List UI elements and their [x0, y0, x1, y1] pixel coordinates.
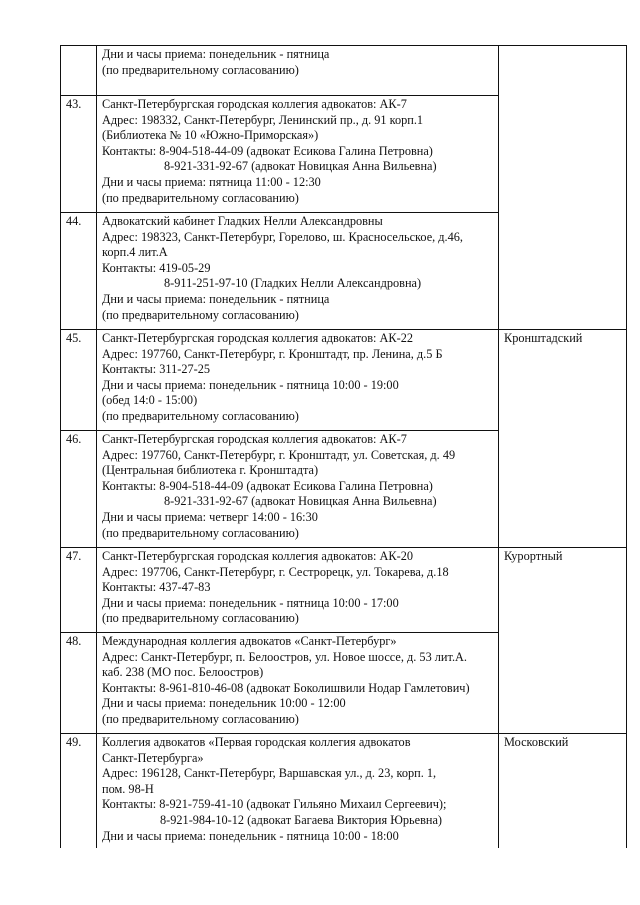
text-line: Адрес: 198332, Санкт-Петербург, Ленинский пр., д. 91 корп.1: [102, 112, 424, 127]
text-line: Коллегия адвокатов «Первая городская коллегия адвокатов: [102, 735, 411, 749]
table-row: [61, 46, 627, 96]
text-line: Международная коллегия адвокатов «Санкт-Петербург»: [102, 634, 397, 648]
text-line: корп.4 лит.А: [102, 245, 168, 260]
table-row: [61, 734, 627, 849]
text-line: (по предварительному согласованию): [102, 408, 299, 423]
text-line: Контакты: 311-27-25: [102, 362, 211, 377]
legal-aid-table: [60, 45, 627, 848]
text-line: Санкт-Петербургская городская коллегия адвокатов: АК-22: [102, 331, 413, 345]
text-line: Адрес: 197760, Санкт-Петербург, г. Кронштадт, ул. Советская, д. 49: [102, 447, 456, 462]
text-line: Контакты: 419-05-29: [102, 260, 211, 275]
text-line: каб. 238 (МО пос. Белоостров): [102, 665, 264, 680]
entry-number: 48.: [61, 633, 97, 734]
entry-number: 46.: [61, 431, 97, 548]
text-line: Адрес: 196128, Санкт-Петербург, Варшавская ул., д. 23, корп. 1,: [102, 766, 437, 781]
text-line: 8-911-251-97-10 (Гладких Нелли Александровна): [164, 276, 422, 291]
text-line: (Библиотека № 10 «Южно-Приморская»): [102, 128, 319, 143]
text-line: Адрес: 197760, Санкт-Петербург, г. Кронштадт, пр. Ленина, д.5 Б: [102, 346, 443, 361]
text-line: Дни и часы приема: понедельник - пятница 10:00 - 19:00: [102, 377, 399, 392]
text-line: Дни и часы приема: понедельник - пятница: [102, 47, 330, 61]
text-line: (по предварительному согласованию): [102, 307, 299, 322]
text-line: (по предварительному согласованию): [102, 711, 299, 726]
entry-details: [97, 213, 499, 330]
text-line: Контакты: 8-961-810-46-08 (адвокат Боколишвили Нодар Гамлетович): [102, 680, 470, 695]
text-line: 8-921-984-10-12 (адвокат Багаева Виктория Юрьевна): [160, 812, 443, 827]
text-line: пом. 98-Н: [102, 781, 154, 796]
text-line: Дни и часы приема: понедельник - пятница: [102, 291, 330, 306]
entry-details: [97, 46, 499, 96]
text-line: Адрес: 198323, Санкт-Петербург, Горелово, ш. Красносельское, д.46,: [102, 229, 463, 244]
district-cell: Кронштадский: [499, 330, 627, 548]
text-line: Адвокатский кабинет Гладких Нелли Александровны: [102, 214, 383, 228]
entry-number: 45.: [61, 330, 97, 431]
text-line: (по предварительному согласованию): [102, 62, 299, 77]
entry-number: 47.: [61, 548, 97, 633]
text-line: 8-921-331-92-67 (адвокат Новицкая Анна Вильевна): [164, 159, 437, 174]
district-cell: Курортный: [499, 548, 627, 734]
entry-details: [97, 548, 499, 633]
text-line: Дни и часы приема: понедельник - пятница 10:00 - 18:00: [102, 828, 399, 843]
text-line: (обед 14:0 - 15:00): [102, 393, 198, 408]
text-line: Адрес: 197706, Санкт-Петербург, г. Сестрорецк, ул. Токарева, д.18: [102, 564, 449, 579]
text-line: Адрес: Санкт-Петербург, п. Белоостров, ул. Новое шоссе, д. 53 лит.А.: [102, 649, 467, 664]
entry-details: [97, 96, 499, 213]
entry-details: [97, 431, 499, 548]
entry-number: 44.: [61, 213, 97, 330]
text-line: (по предварительному согласованию): [102, 190, 299, 205]
text-line: Контакты: 8-921-759-41-10 (адвокат Гильяно Михаил Сергеевич);: [102, 797, 447, 812]
entry-details: [97, 734, 499, 849]
table-row: [61, 330, 627, 431]
text-line: Санкт-Петербургская городская коллегия адвокатов: АК-7: [102, 97, 407, 111]
text-line: Контакты: 8-904-518-44-09 (адвокат Есикова Галина Петровна): [102, 478, 433, 493]
text-line: Дни и часы приема: четверг 14:00 - 16:30: [102, 509, 318, 524]
table-row: [61, 548, 627, 633]
entry-number: 49.: [61, 734, 97, 849]
text-line: (по предварительному согласованию): [102, 611, 299, 626]
entry-number: 43.: [61, 96, 97, 213]
text-line: Санкт-Петербургская городская коллегия адвокатов: АК-7: [102, 432, 407, 446]
entry-number: [61, 46, 97, 96]
text-line: 8-921-331-92-67 (адвокат Новицкая Анна Вильевна): [164, 494, 437, 509]
text-line: Дни и часы приема: понедельник 10:00 - 12:00: [102, 696, 346, 711]
entry-details: [97, 330, 499, 431]
text-line: Контакты: 8-904-518-44-09 (адвокат Есикова Галина Петровна): [102, 143, 433, 158]
text-line: Дни и часы приема: понедельник - пятница 10:00 - 17:00: [102, 595, 399, 610]
text-line: (Центральная библиотека г. Кронштадта): [102, 463, 319, 478]
text-line: Санкт-Петербурга»: [102, 750, 204, 765]
text-line: Контакты: 437-47-83: [102, 580, 211, 595]
text-line: Дни и часы приема: пятница 11:00 - 12:30: [102, 174, 321, 189]
district-cell: Московский: [499, 734, 627, 849]
text-line: Санкт-Петербургская городская коллегия адвокатов: АК-20: [102, 549, 413, 563]
entry-details: [97, 633, 499, 734]
district-cell: [499, 46, 627, 330]
text-line: (по предварительному согласованию): [102, 525, 299, 540]
